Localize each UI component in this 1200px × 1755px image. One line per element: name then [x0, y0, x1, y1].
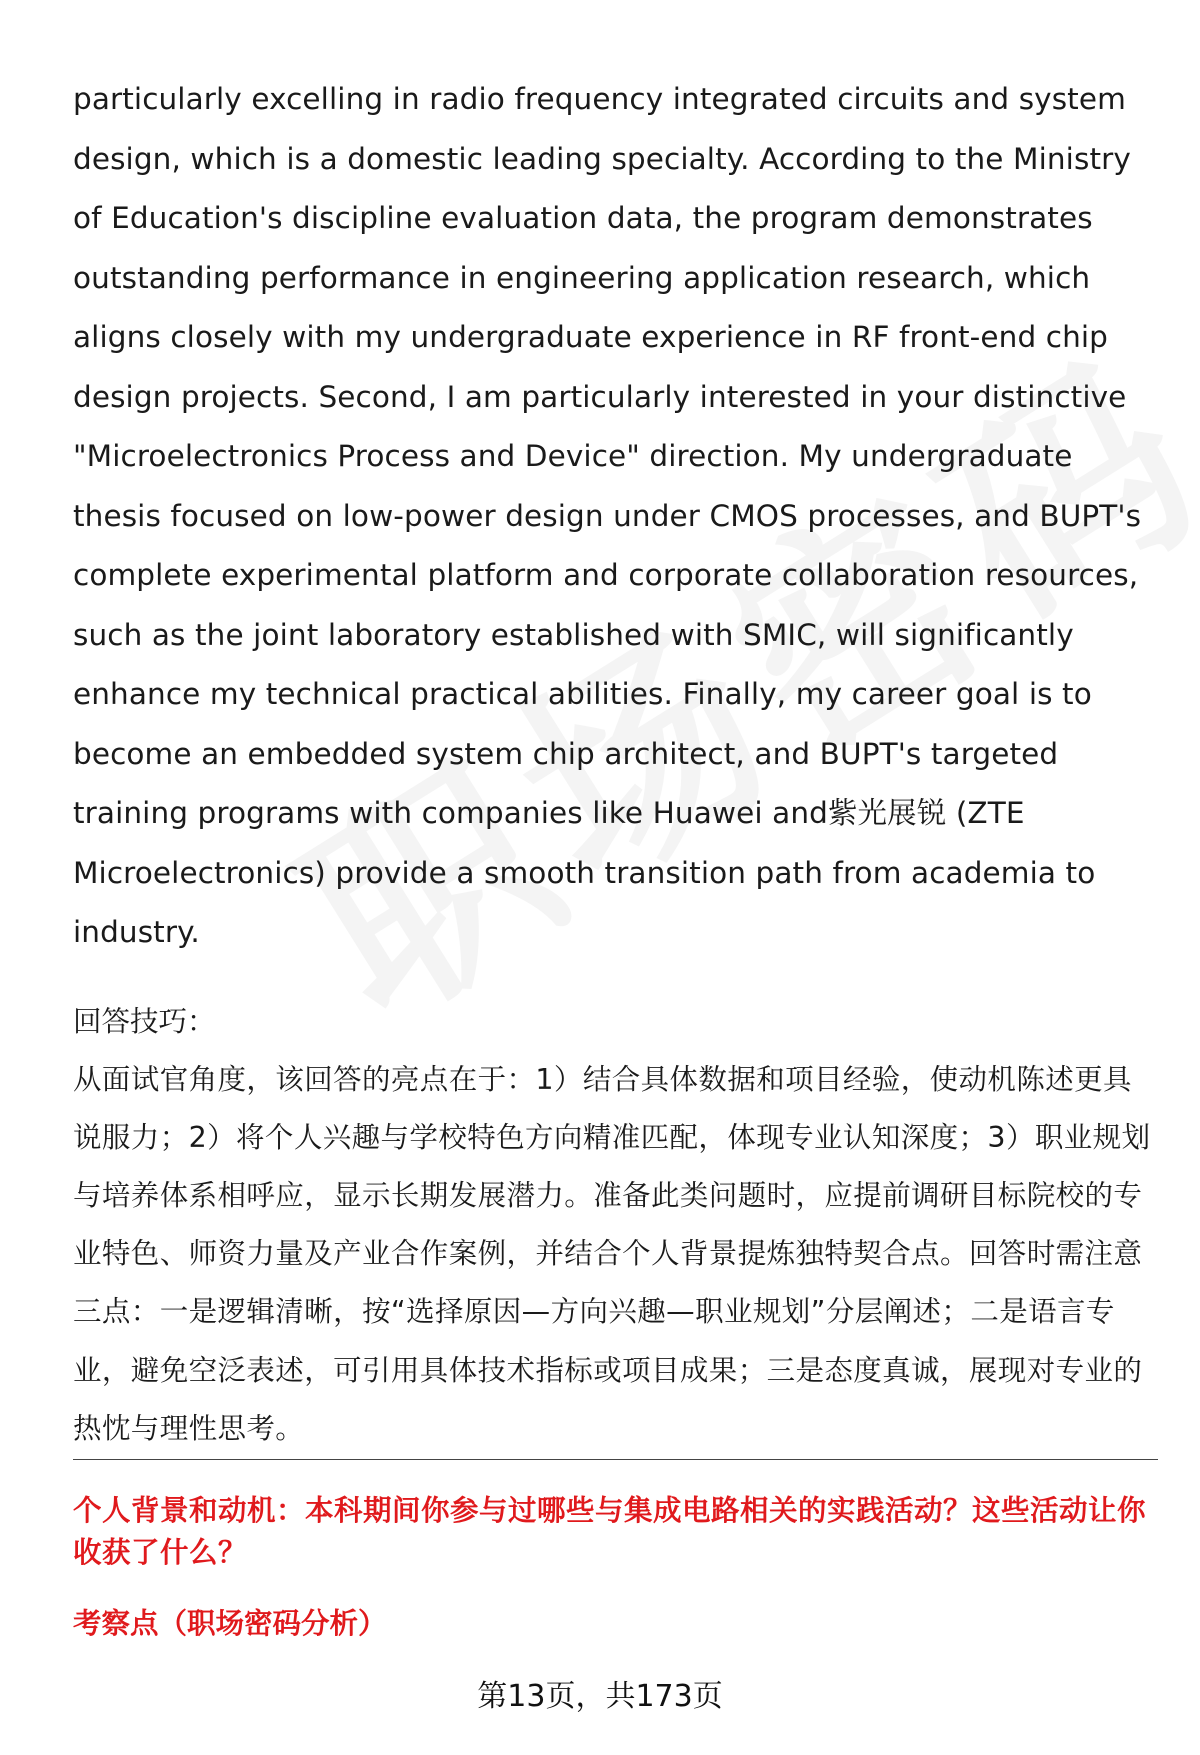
- focus-heading: 考察点（职场密码分析）: [73, 1607, 387, 1640]
- page-number: 第13页，共173页: [477, 1679, 723, 1714]
- tips-paragraph: 从面试官角度，该回答的亮点在于：1）结合具体数据和项目经验，使动机陈述更具说服力；2）将个人兴趣与学校特色方向精准匹配，体现专业认知深度；3）职业规划与培养体系相呼应，显示长期发展潜力。准备此类问题时，应提前调研目标院校的专业特色、师资力量及产业合作案例，并结合个人背景提炼独特契合点。回答时需注意三点：一是逻辑清晰，按“选择原因—方向兴趣—职业规划”分层阐述；二是语言专业，避免空泛表述，可引用具体技术指标或项目成果；三是态度真诚，展现对专业的热忱与理性思考。: [73, 1062, 1151, 1445]
- section-divider: [73, 1459, 1158, 1460]
- question-heading: 个人背景和动机：本科期间你参与过哪些与集成电路相关的实践活动？这些活动让你收获了什么？: [73, 1494, 1147, 1569]
- answer-paragraph: particularly excelling in radio frequency integrated circuits and system design, which is a domestic leading specialty. According to the Ministry of Education's discipline evaluation data, the program demonstrates outstanding performance in engineering application research, which aligns closely with my undergraduate experience in RF front-end chip design projects. Second, I am particularly interested in your distinctive "Microelectronics Process and Device" direction. My undergraduate thesis focused on low-power design under CMOS processes, and BUPT's complete experimental platform and corporate collaboration resources, such as the joint laboratory established with SMIC, will significantly enhance my technical practical abilities. Finally, my career goal is to become an embedded system chip architect, and BUPT's targeted training programs with companies like Huawei and紫光展锐 (ZTE Microelectronics) provide a smooth transition path from academia to industry.: [73, 82, 1142, 949]
- page-content: [73, 70, 1158, 1458]
- tips-title: 回答技巧：: [73, 1004, 216, 1038]
- answer-tips-section: [73, 993, 1158, 1458]
